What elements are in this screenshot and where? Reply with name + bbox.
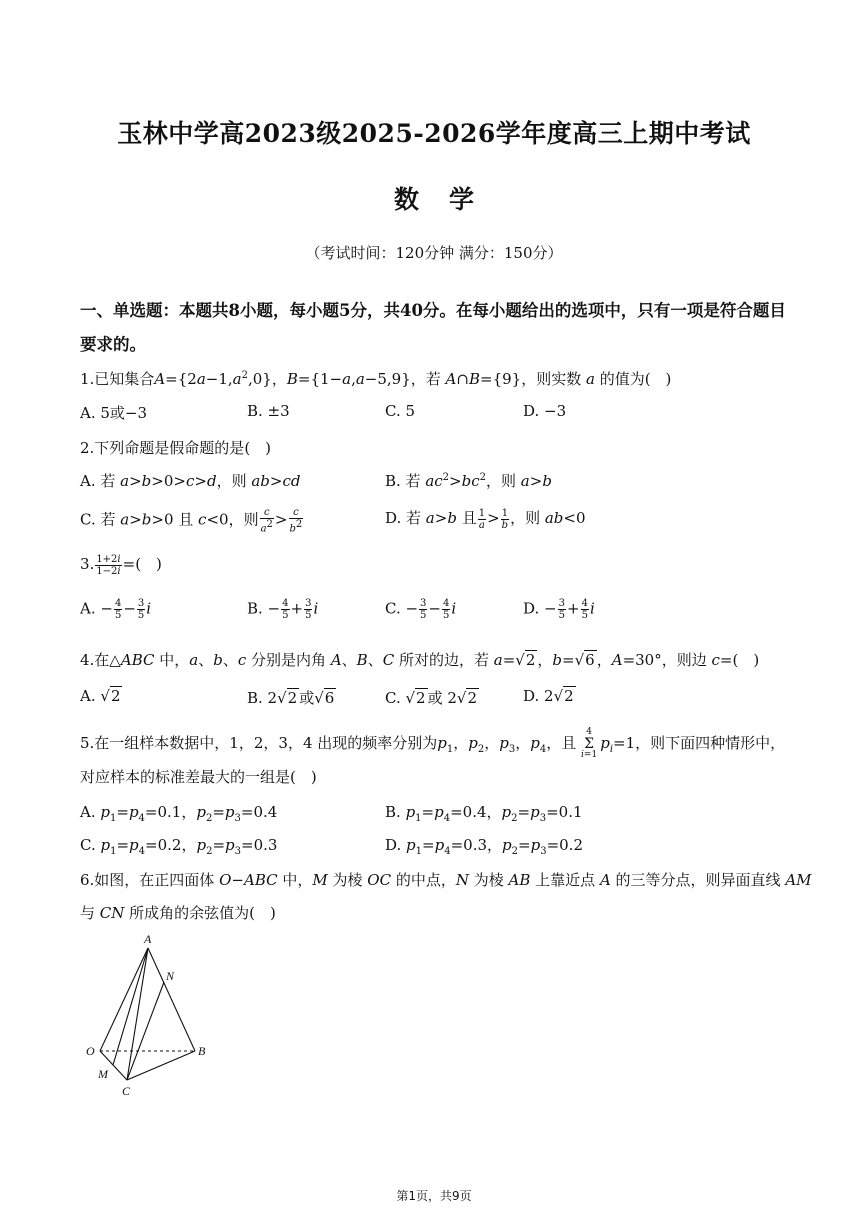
label-b: B [198,1044,206,1058]
question-4-option-a: A. √2 [80,687,121,705]
label-a: A [144,932,152,946]
question-6-stem-line1: 6.如图，在正四面体 O−ABC 中，M 为棱 OC 的中点，N 为棱 AB 上靠近点 A 的三等分点，则异面直线 AM [80,871,812,889]
question-5-stem-line2: 对应样本的标准差最大的一组是( ) [80,768,317,786]
label-o: O [86,1044,95,1058]
exam-title: 玉林中学高2023级2025-2026学年度高三上期中考试 [117,119,751,148]
question-3-option-a: A. − $\frac{4}{5}$ − $\frac{3}{5}$ i [80,598,152,621]
question-2-option-a: A. 若 a>b>0>c>d，则 ab>cd [80,472,301,490]
edge-ab [148,948,195,1051]
tetrahedron-figure [80,930,220,1100]
question-5-option-a: A. $p_1=p_4=0.1$，$p_2=p_3=0.4$ [80,803,278,824]
question-3-option-b: B. − $\frac{4}{5}$ + $\frac{3}{5}$ i [247,598,319,621]
edge-cb [127,1051,195,1080]
fraction: $\frac{1}{b}$ [501,507,509,531]
question-5-option-b: B. $p_1=p_4=0.4$，$p_2=p_3=0.1$ [385,803,583,824]
section-heading: 一、单选题：本题共8小题，每小题5分，共40分。在每小题给出的选项中，只有一项是符合题目要求的。 [80,301,786,354]
question-2-option-b: B. 若 $ac^2>bc^2$，则 a>b [385,472,552,490]
question-4-option-c: C. √2 或 2√2 [385,689,478,707]
question-1-stem: 1.已知集合$A=\{2a-1,a^2,0\}$，B={1−a,a−5,9}，若 A∩B={9}，则实数 a 的值为( ) [80,370,672,388]
page-footer: 第1页，共9页 [396,1189,472,1203]
fraction: $\frac{c}{b^2}$ [289,507,303,535]
summation-symbol: 4 Σ i=1 [581,727,598,760]
edge-ac [127,948,148,1080]
question-2-stem: 2.下列命题是假命题的是( ) [80,439,272,457]
question-5-option-d: D. $p_1=p_4=0.3$，$p_2=p_3=0.2$ [385,836,583,857]
question-4-stem: 4.在△ABC 中，a、b、c 分别是内角 A、B、C 所对的边，若 a=√2 ，b=√6 ，A=30°，则边 c=( ) [80,651,760,669]
question-5-option-c: C. $p_1=p_4=0.2$，$p_2=p_3=0.3$ [80,836,278,857]
question-3-option-d: D. − $\frac{3}{5}$ + $\frac{4}{5}$ i [523,598,595,621]
segment-cn [127,982,164,1080]
label-n: N [166,969,175,983]
question-3-stem: 3. $\frac{1+2i}{1-2i}$ =( ) [80,553,162,577]
question-5-stem-line1: 5.在一组样本数据中，1，2，3，4 出现的频率分别为$p_1$，$p_2$，$p_3$，$p_4$，且 4 Σ $i=1p_i=1$，则下面四种情形中， [80,727,786,760]
label-m: M [98,1067,108,1081]
segment-am [113,948,148,1065]
question-3-option-c: C. − $\frac{3}{5}$ − $\frac{4}{5}$ i [385,598,457,621]
fraction: $\frac{1+2i}{1-2i}$ [96,553,121,577]
question-1-option-a: A. 5或−3 [80,404,148,422]
question-2-option-d: D. 若 a>b 且 $\frac{1}{a}$ > $\frac{1}{b}$ ，则 ab<0 [385,507,586,531]
edge-ao [100,948,148,1051]
question-1-option-b: B. ±3 [247,402,290,420]
fraction: $\frac{1}{a}$ [478,507,486,531]
subject-title: 数学 [393,185,504,214]
label-c: C [122,1084,131,1098]
question-6-stem-line2: 与 CN 所成角的余弦值为( ) [80,904,276,922]
question-1-option-d: D. −3 [523,402,567,420]
exam-info: （考试时间：120分钟 满分：150分） [305,244,563,262]
question-1-option-c: C. 5 [385,402,416,420]
question-4-option-d: D. 2√2 [523,687,574,705]
question-2-option-c: C. 若 a>b>0 且 c<0，则 $\frac{c}{a^2}$ > $\frac{c}{b^2}$ [80,507,303,535]
question-4-option-b: B. 2√2 或√6 [247,689,335,707]
fraction: $\frac{c}{a^2}$ [260,507,273,535]
